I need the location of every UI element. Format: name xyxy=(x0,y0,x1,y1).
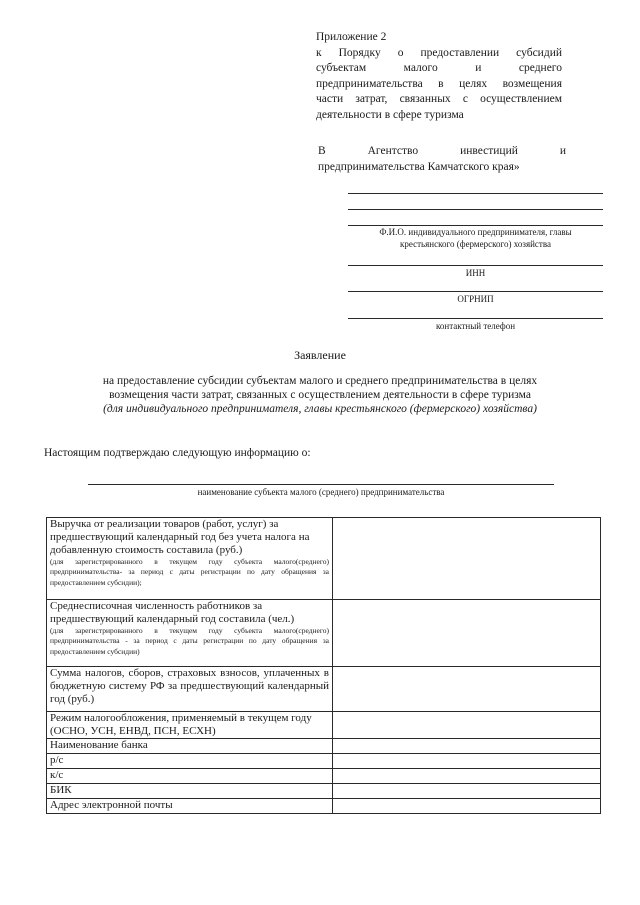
statement-line-3: (для индивидуального предпринимателя, главы крестьянского (фермерского) хозяйства) xyxy=(103,403,537,415)
row-note: (для зарегистрированного в текущем году субъекта малого(среднего) предпринимательства- за период с даты регистрации по дату обращения за предоставлением субсидии); xyxy=(50,557,329,587)
table-row xyxy=(47,600,601,667)
statement-line-2: возмещения части затрат, связанных с осуществлением деятельности в сфере туризма xyxy=(109,389,531,401)
table-row xyxy=(47,799,601,814)
phone-caption: контактный телефон xyxy=(435,321,516,331)
table-row xyxy=(47,754,601,769)
recipient-line-1: В Агентство инвестиций и xyxy=(318,145,566,157)
subject-name-field-line[interactable] xyxy=(88,484,554,485)
appendix-line-1: к Порядку о предоставлении субсидий xyxy=(316,46,562,59)
row-label: Режим налогообложения, применяемый в текущем году (ОСНО, УСН, ЕНВД, ПСН, ЕСХН) xyxy=(50,712,312,737)
table-row xyxy=(47,739,601,754)
row-value-cell[interactable] xyxy=(333,799,601,814)
row-label: БИК xyxy=(50,784,72,796)
confirm-text: Настоящим подтверждаю следующую информацию о: xyxy=(44,447,311,459)
info-table xyxy=(46,517,601,814)
table-row xyxy=(47,667,601,712)
row-label-cell xyxy=(47,739,333,754)
appendix-line-2: субъектам малого и среднего xyxy=(316,62,562,75)
table-row xyxy=(47,712,601,739)
row-label: Среднесписочная численность работников за предшествующий календарный год составила (чел.) xyxy=(50,600,295,625)
fio-caption-line-2: крестьянского (фермерского) хозяйства xyxy=(400,238,551,249)
recipient-block xyxy=(318,144,566,175)
fio-field-line-1[interactable] xyxy=(348,193,603,194)
row-label: Выручка от реализации товаров (работ, услуг) за предшествующий календарный год без учета налога на добавленную стоимость составила (руб.) xyxy=(50,518,310,556)
row-label-cell xyxy=(47,784,333,799)
ogrnip-field-line[interactable] xyxy=(348,291,603,292)
appendix-line-3: предпринимательства в целях возмещения xyxy=(316,77,562,90)
appendix-line-5: деятельности в сфере туризма xyxy=(316,108,464,121)
appendix-title: Приложение 2 xyxy=(316,31,387,43)
row-value-cell[interactable] xyxy=(333,754,601,769)
row-label-cell xyxy=(47,600,333,667)
phone-field-line[interactable] xyxy=(348,318,603,319)
row-value-cell[interactable] xyxy=(333,784,601,799)
row-value-cell[interactable] xyxy=(333,712,601,739)
row-label: Адрес электронной почты xyxy=(50,799,173,811)
ogrnip-caption: ОГРНИП xyxy=(457,294,494,304)
row-label-cell xyxy=(47,799,333,814)
statement-purpose xyxy=(60,374,580,416)
row-value-cell[interactable] xyxy=(333,518,601,600)
appendix-block xyxy=(316,30,562,124)
row-value-cell[interactable] xyxy=(333,667,601,712)
row-label-cell xyxy=(47,712,333,739)
row-value-cell[interactable] xyxy=(333,769,601,784)
row-label: Сумма налогов, сборов, страховых взносов, уплаченных в бюджетную систему РФ за предшествующий календарный год (руб.) xyxy=(50,667,329,705)
fio-field-line-3[interactable] xyxy=(348,225,603,226)
statement-title: Заявление xyxy=(294,348,346,362)
inn-caption: ИНН xyxy=(465,268,486,278)
row-note: (для зарегистрированного в текущем году субъекта малого(среднего) предпринимательства - за период с даты регистрации по дату обращения за предоставлением субсидии) xyxy=(50,626,329,656)
row-label-cell xyxy=(47,667,333,712)
row-label: р/с xyxy=(50,754,64,766)
row-label: к/с xyxy=(50,769,64,781)
table-row xyxy=(47,769,601,784)
row-label-cell xyxy=(47,754,333,769)
row-label-cell xyxy=(47,518,333,600)
fio-field-line-2[interactable] xyxy=(348,209,603,210)
fio-caption xyxy=(348,227,603,250)
subject-name-caption: наименование субъекта малого (среднего) предпринимательства xyxy=(197,487,445,497)
table-row xyxy=(47,784,601,799)
fio-caption-line-1: Ф.И.О. индивидуального предпринимателя, главы xyxy=(379,227,572,237)
row-value-cell[interactable] xyxy=(333,600,601,667)
table-row xyxy=(47,518,601,600)
appendix-line-4: части затрат, связанных с осуществлением xyxy=(316,93,562,106)
inn-field-line[interactable] xyxy=(348,265,603,266)
statement-line-1: на предоставление субсидии субъектам малого и среднего предпринимательства в целях xyxy=(102,375,538,387)
row-label: Наименование банка xyxy=(50,739,148,751)
recipient-line-2: предпринимательства Камчатского края» xyxy=(318,160,520,173)
row-label-cell xyxy=(47,769,333,784)
row-value-cell[interactable] xyxy=(333,739,601,754)
